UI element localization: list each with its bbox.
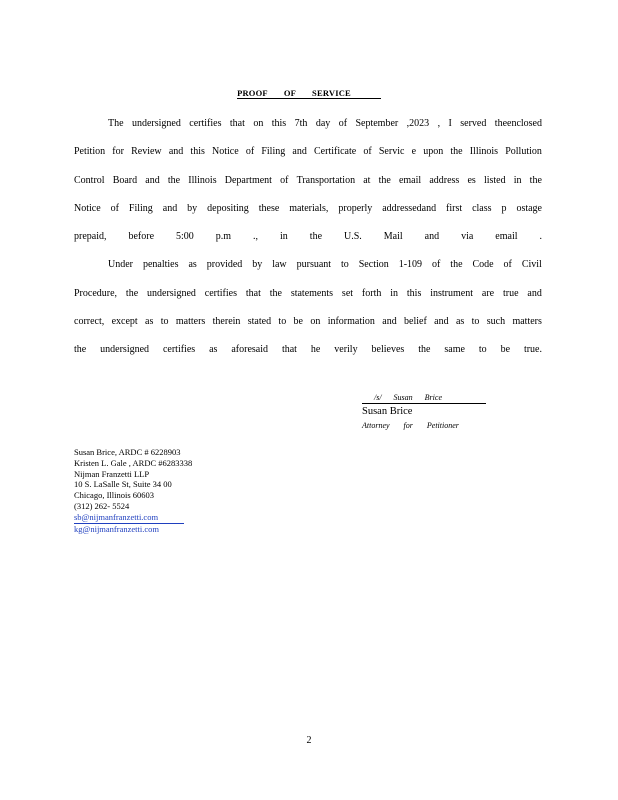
paragraph-line [74,167,542,195]
paragraph-line [74,195,542,223]
word: 1-109 [398,259,423,271]
paragraph-certification [74,110,542,251]
word: on [310,316,321,328]
word: to [471,316,480,328]
word: Control [74,174,105,186]
word: in [390,287,399,299]
word: and [527,287,542,299]
word: Code [472,259,494,271]
contact-address: 10 S. LaSalle St, Suite 34 00 [74,479,172,490]
word: theenclosed [494,118,542,129]
document-body [74,110,542,365]
word: and [382,316,397,328]
word: the [167,174,181,186]
word: upon [423,146,444,158]
word: provided [206,259,243,271]
word: email [398,174,422,186]
word: and [145,174,160,186]
contact-city: Chicago, Illinois 60603 [74,490,155,501]
word: certifies [189,118,222,129]
word: as [455,316,465,328]
paragraph-line-text: prepaid, before 5:00 p.m ., in the U.S. Mail and via email . [74,231,542,243]
word: and [434,316,449,328]
email-link-sb[interactable]: sb@nijmanfranzetti.com [74,512,184,524]
word: Illinois [188,174,217,186]
word: such [486,316,506,328]
title-label: PROOF OF SERVICE [237,88,351,98]
contact-line: Susan Brice, ARDC # 6228903 [74,447,181,457]
page-title [0,88,618,98]
word: , [437,118,441,129]
contact-line: Kristen L. Gale , ARDC #6283338 [74,457,193,468]
word: Illinois [469,146,499,158]
word: in [513,174,522,186]
word: I [448,118,452,129]
word: to [341,259,349,271]
word: are [481,287,495,299]
word: correct, [74,316,105,328]
word: served [460,118,487,129]
word: p [501,202,507,214]
word: information [327,316,375,328]
word: certifies [204,287,237,299]
word: the [450,259,463,271]
word: penalties [142,259,179,271]
word: Notice [212,146,239,158]
word: and [292,146,307,158]
word: of [432,259,441,271]
signature-block [362,393,486,430]
page-number: 2 [306,735,312,746]
word: these [258,202,280,214]
word: Section [358,259,389,271]
word: this [271,118,287,129]
word: matters [512,316,542,328]
word: Certificate [314,146,357,158]
word: Transportation [296,174,356,186]
word: the [269,287,282,299]
word: by [187,202,198,214]
word: belief [404,316,427,328]
word: this [406,287,422,299]
word: of [503,259,512,271]
word: and [162,202,178,214]
word: by [252,259,263,271]
word: statements [290,287,334,299]
word: es [467,174,476,186]
word: depositing [207,202,249,214]
word: properly [338,202,373,214]
word: Notice [74,202,101,214]
word: Board [112,174,138,186]
word: and [168,146,184,158]
word: ,2023 [406,118,430,129]
word: of [363,146,372,158]
word: Filing [128,202,153,214]
word: the [529,174,542,186]
word: materials, [289,202,329,214]
word: of [245,146,255,158]
contact-firm: Nijman Franzetti LLP [74,468,150,479]
word: that [245,287,261,299]
word: therein [212,316,241,328]
word: undersigned [147,287,196,299]
word: forth [361,287,382,299]
paragraph-line [74,251,542,279]
word: Servic [378,146,405,158]
word: be [293,316,303,328]
word: address [429,174,460,186]
word: of [338,118,348,129]
word: for [112,146,124,158]
word: the [378,174,391,186]
word: Filing [261,146,286,158]
paragraph-line-text: the undersigned certifies as aforesaid that he verily believes the same to be true. [74,344,542,356]
signature-name: Susan Brice [362,406,413,417]
word: ostage [516,202,542,214]
word: this [190,146,205,158]
word: on [253,118,264,129]
paragraph-line [74,280,542,308]
word: class [472,202,492,214]
word: Petition [74,146,106,158]
word: as [145,316,154,328]
contact-block [74,447,274,534]
word: to [278,316,287,328]
word: e [411,146,417,158]
word: Department [224,174,272,186]
word: to [160,316,169,328]
word: Review [131,146,162,158]
paragraph-line [74,223,542,251]
paragraph-line [74,110,542,138]
paragraph-line [74,336,542,364]
word: September [355,118,399,129]
word: Under [108,259,133,271]
word: undersigned [131,118,181,129]
word: as [188,259,197,271]
signature-line: /s/ Susan Brice [362,393,486,404]
word: 7th [294,118,308,129]
word: the [450,146,463,158]
word: set [341,287,354,299]
word: matters [175,316,206,328]
word: Pollution [505,146,542,158]
signature-role: Attorney for Petitioner [362,421,459,430]
word: first [446,202,463,214]
word: day [315,118,331,129]
word: addressedand [382,202,437,214]
word: true [502,287,519,299]
word: the [125,287,139,299]
word: stated [247,316,272,328]
word: except [111,316,138,328]
word: instrument [430,287,473,299]
paragraph-line [74,138,542,166]
paragraph-line [74,308,542,336]
word: Civil [521,259,542,271]
title-text [237,88,381,99]
word: of [280,174,289,186]
word: law [272,259,287,271]
email-link-kg[interactable]: kg@nijmanfranzetti.com [74,523,160,534]
paragraph-penalties [74,251,542,364]
contact-phone: (312) 262- 5524 [74,500,130,511]
word: The [108,118,124,129]
word: of [110,202,119,214]
word: listed [483,174,506,186]
word: Procedure, [74,287,118,299]
word: at [363,174,371,186]
word: pursuant [296,259,332,271]
word: that [229,118,245,129]
